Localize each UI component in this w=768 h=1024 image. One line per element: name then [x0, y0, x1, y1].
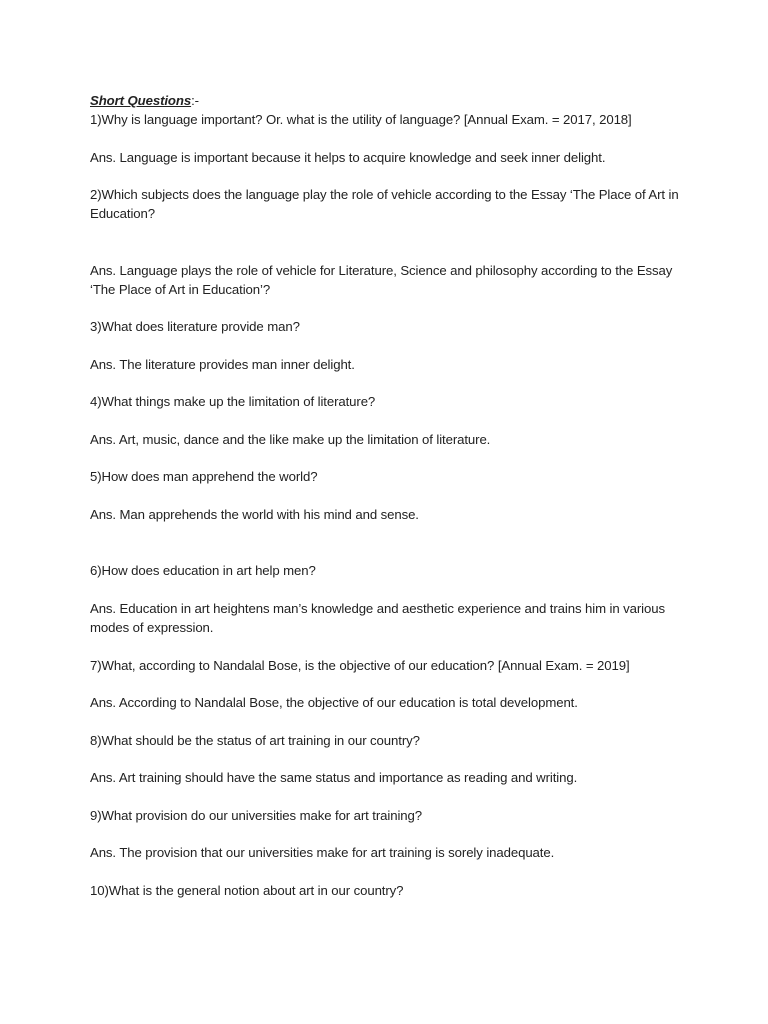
answer-2: Ans. Language plays the role of vehicle for Literature, Science and philosophy according to the Essay ‘The Place of Art in Education’?	[90, 262, 673, 297]
answer-3: Ans. The literature provides man inner delight.	[90, 356, 355, 372]
question-2: 2)Which subjects does the language play the role of vehicle according to the Essay ‘The Place of Art in Education?	[90, 187, 679, 222]
question-5: 5)How does man apprehend the world?	[90, 469, 318, 485]
question-3: 3)What does literature provide man?	[90, 319, 300, 335]
answer-7: Ans. According to Nandalal Bose, the objective of our education is total development.	[90, 695, 578, 711]
answer-5: Ans. Man apprehends the world with his mind and sense.	[90, 506, 419, 522]
section-heading-suffix: :-	[191, 93, 199, 108]
question-6: 6)How does education in art help men?	[90, 563, 316, 579]
answer-1: Ans. Language is important because it helps to acquire knowledge and seek inner delight.	[90, 149, 606, 165]
answer-4: Ans. Art, music, dance and the like make up the limitation of literature.	[90, 431, 491, 447]
question-7: 7)What, according to Nandalal Bose, is the objective of our education? [Annual Exam. = 2019]	[90, 657, 630, 673]
answer-9: Ans. The provision that our universities make for art training is sorely inadequate.	[90, 845, 555, 861]
question-8: 8)What should be the status of art training in our country?	[90, 732, 420, 748]
answer-8: Ans. Art training should have the same status and importance as reading and writing.	[90, 770, 578, 786]
question-9: 9)What provision do our universities make for art training?	[90, 807, 422, 823]
question-4: 4)What things make up the limitation of literature?	[90, 394, 376, 410]
question-10: 10)What is the general notion about art in our country?	[90, 882, 404, 898]
document-content	[90, 91, 690, 900]
section-heading-title: Short Questions	[90, 93, 192, 108]
answer-6: Ans. Education in art heightens man’s knowledge and aesthetic experience and trains him in various modes of expression.	[90, 600, 665, 636]
section-heading	[90, 91, 690, 110]
question-1: 1)Why is language important? Or. what is the utility of language? [Annual Exam. = 2017, 2018]	[90, 112, 632, 128]
